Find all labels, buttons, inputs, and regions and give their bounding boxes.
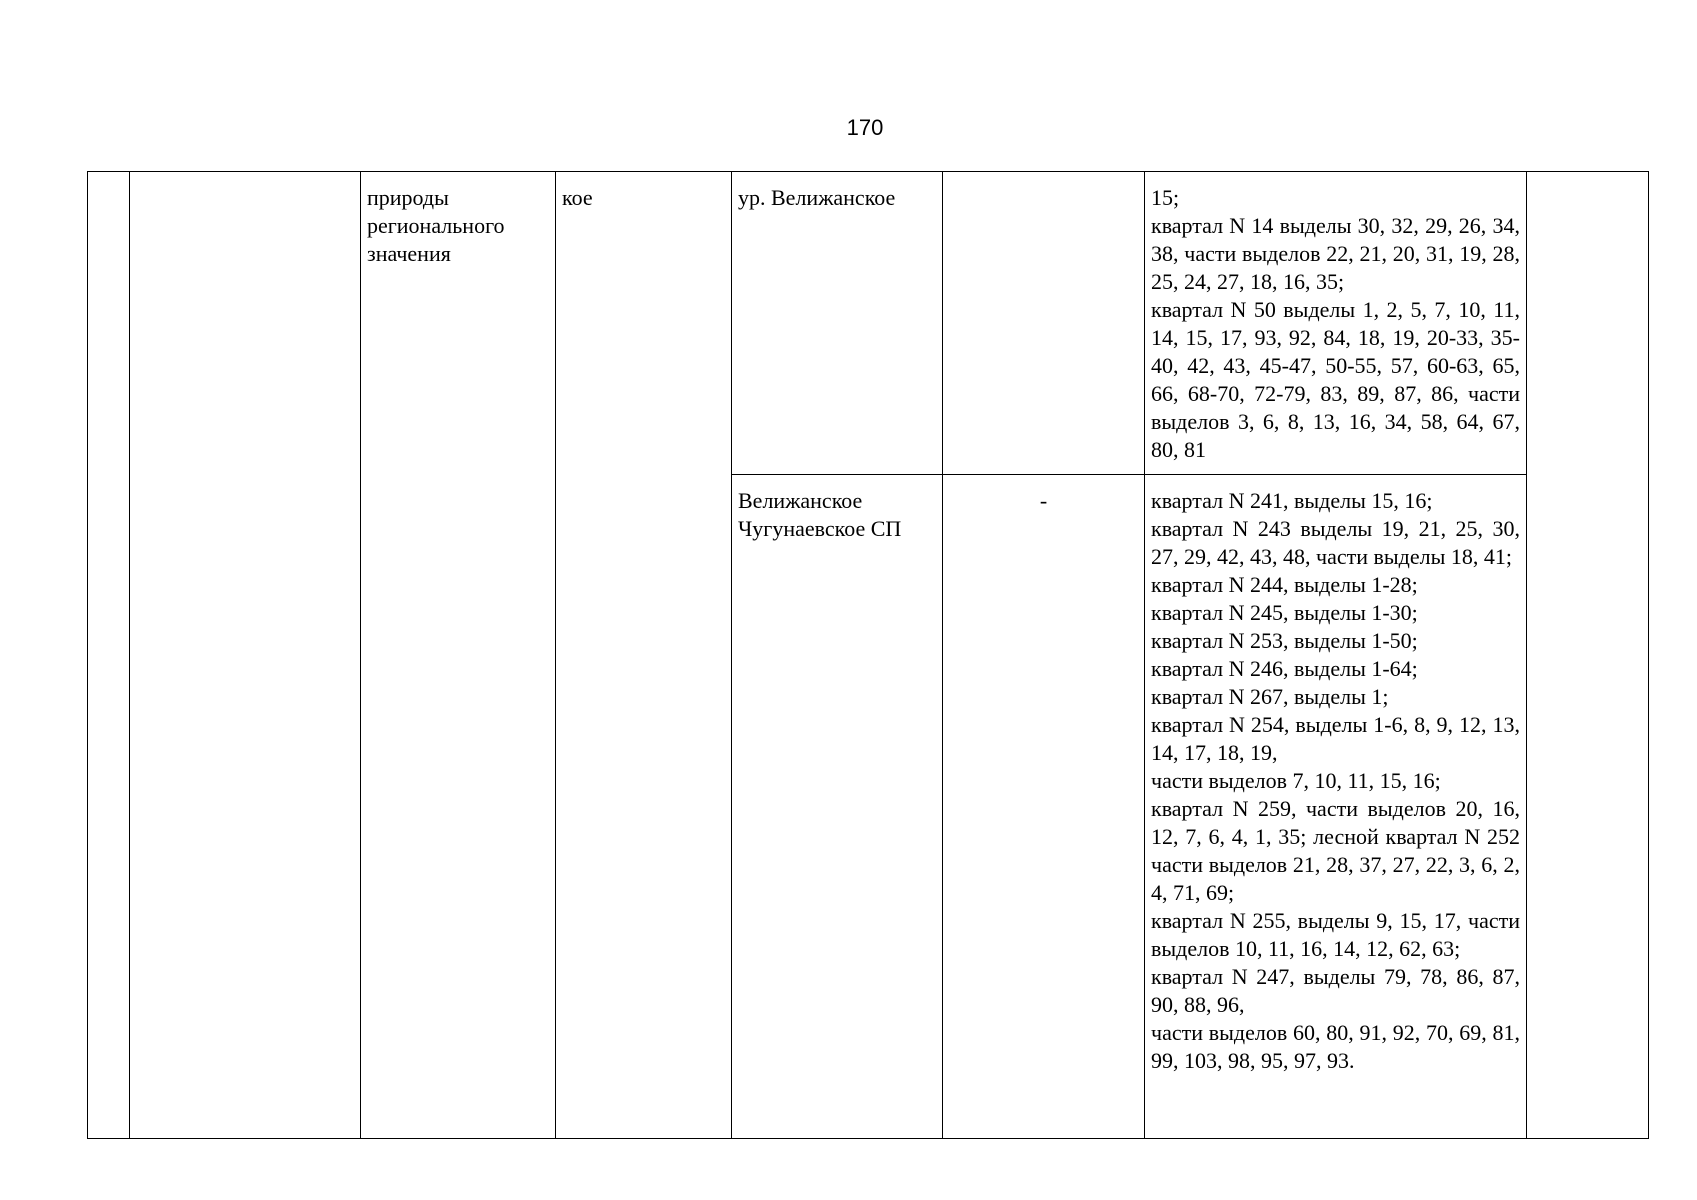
- cell-number: [88, 172, 130, 1139]
- cell-parcels-1: [1145, 172, 1527, 475]
- parcel-line: квартал N 244, выделы 1-28;: [1151, 572, 1418, 597]
- parcel-line: квартал N 253, выделы 1-50;: [1151, 628, 1418, 653]
- type-text: кое: [562, 185, 593, 210]
- cell-name: [130, 172, 361, 1139]
- parcel-line: 15;: [1151, 185, 1180, 210]
- cell-area-2: [943, 475, 1145, 1139]
- page-number: 170: [846, 115, 884, 140]
- document-table: [87, 171, 1649, 1139]
- parcel-line: квартал N 14 выделы 30, 32, 29, 26, 34, 38, части выделов 22, 21, 20, 31, 19, 28, 25, 24, 27, 18, 16, 35;: [1151, 213, 1520, 294]
- cell-category: [361, 172, 556, 1139]
- cell-area-1: [943, 172, 1145, 475]
- parcel-line: квартал N 241, выделы 15, 16;: [1151, 488, 1433, 513]
- parcel-line: квартал N 245, выделы 1-30;: [1151, 600, 1418, 625]
- parcel-line: квартал N 247, выделы 79, 78, 86, 87, 90, 88, 96,: [1151, 964, 1520, 1017]
- cell-type: [556, 172, 732, 1139]
- parcel-line: части выделов 7, 10, 11, 15, 16;: [1151, 768, 1441, 793]
- table-row: [88, 172, 1649, 475]
- parcel-line: квартал N 254, выделы 1-6, 8, 9, 12, 13, 14, 17, 18, 19,: [1151, 712, 1520, 765]
- parcel-line: квартал N 267, выделы 1;: [1151, 684, 1389, 709]
- cell-location-1: [732, 172, 943, 475]
- location-text-1: ур. Велижанское: [738, 185, 896, 210]
- parcel-line: квартал N 243 выделы 19, 21, 25, 30, 27, 29, 42, 43, 48, части выделы 18, 41;: [1151, 516, 1520, 569]
- cell-parcels-2: [1145, 475, 1527, 1139]
- category-text: природы регионального значения: [367, 185, 505, 266]
- location-text-2: Велижанское Чугунаевское СП: [738, 488, 902, 541]
- parcel-line: квартал N 259, части выделов 20, 16, 12, 7, 6, 4, 1, 35; лесной квартал N 252 части выделов 21, 28, 37, 27, 22, 3, 6, 2, 4, 71, 69;: [1151, 796, 1520, 905]
- parcel-line: квартал N 50 выделы 1, 2, 5, 7, 10, 11, 14, 15, 17, 93, 92, 84, 18, 19, 20-33, 35-40, 42, 43, 45-47, 50-55, 57, 60-63, 65, 66, 68-70, 72-79, 83, 89, 87, 86, части выделов 3, 6, 8, 13, 16, 34, 58, 64, 67, 80, 81: [1151, 297, 1520, 462]
- parcel-line: части выделов 60, 80, 91, 92, 70, 69, 81, 99, 103, 98, 95, 97, 93.: [1151, 1020, 1520, 1073]
- cell-notes: [1527, 172, 1649, 1139]
- cell-location-2: [732, 475, 943, 1139]
- parcel-line: квартал N 246, выделы 1-64;: [1151, 656, 1418, 681]
- area-text-2: -: [1039, 488, 1048, 513]
- parcel-line: квартал N 255, выделы 9, 15, 17, части выделов 10, 11, 16, 14, 12, 62, 63;: [1151, 908, 1520, 961]
